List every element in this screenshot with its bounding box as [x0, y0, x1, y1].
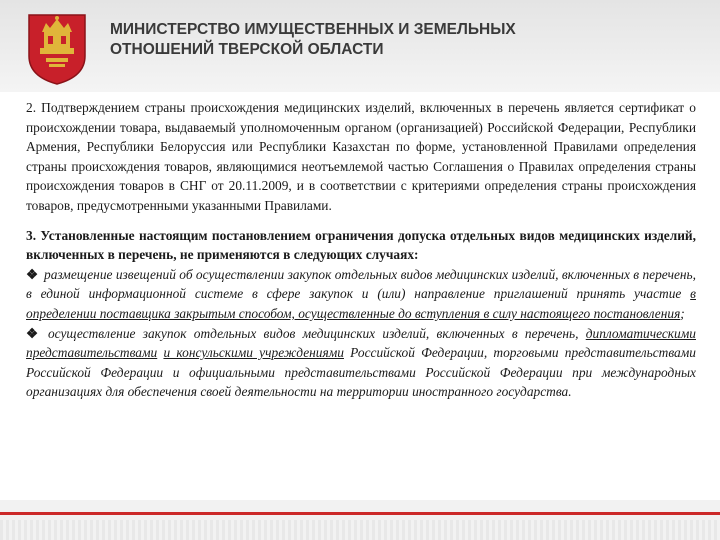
bullet-item-2	[26, 324, 696, 402]
bullet-2-text-c: Российской Федерации, торговыми представительствами Российской Федерации и официальными представительствами Российской Федерации при международных организациях для обеспечения своей деятельности на территории иностранного государства.	[26, 345, 696, 400]
bullet-1-underlined: в определении поставщика закрытым способом, осуществленные до вступления в силу настоящего постановления	[26, 286, 696, 321]
bullet-diamond-icon: ❖	[26, 325, 42, 341]
bullet-2-underlined-2: и консульскими учреждениями	[163, 345, 344, 361]
document-text	[26, 98, 696, 402]
slide-content	[0, 92, 720, 500]
paragraph-3: 3. Установленные настоящим постановлением ограничения допуска отдельных видов медицинских изделий, включенных в перечень, не применяются в следующих случаях:	[26, 227, 696, 263]
bullet-diamond-icon: ❖	[26, 266, 39, 282]
tver-coat-of-arms-icon	[26, 12, 88, 86]
ministry-title	[110, 20, 670, 60]
bullet-1-end: ;	[680, 305, 685, 321]
bullet-2-text-a: осуществление закупок отдельных видов медицинских изделий, включенных в перечень,	[47, 325, 586, 341]
bullet-1-text: размещение извещений об осуществлении закупок отдельных видов медицинских изделий, включенных в перечень, в единой информационной системе в сфере закупок и (или) направление приглашений принять участие	[26, 266, 696, 302]
ministry-title-line-1: МИНИСТЕРСТВО ИМУЩЕСТВЕННЫХ И ЗЕМЕЛЬНЫХ	[110, 21, 516, 38]
accent-line	[0, 512, 720, 515]
ministry-title-line-2: ОТНОШЕНИЙ ТВЕРСКОЙ ОБЛАСТИ	[110, 41, 384, 58]
bullet-2-underlined-1: дипломатическими представительствами	[26, 325, 696, 361]
slide-header	[0, 0, 720, 92]
bullet-item-1	[26, 265, 696, 324]
paragraph-2: 2. Подтверждением страны происхождения медицинских изделий, включенных в перечень является сертификат о происхождении товара, выдаваемый уполномоченным органом (организацией) Российской Федерации, Республики Армения, Республики Белоруссия или Республики Казахстан по форме, установленной Правилами определения страны происхождения товаров, являющимися неотъемлемой частью Соглашения о Правилах определения страны происхождения товаров в СНГ от 20.11.2009, и в соответствии с критериями определения страны происхождения товаров, предусмотренными указанными Правилами.	[26, 100, 696, 213]
footer-shade	[0, 520, 720, 540]
